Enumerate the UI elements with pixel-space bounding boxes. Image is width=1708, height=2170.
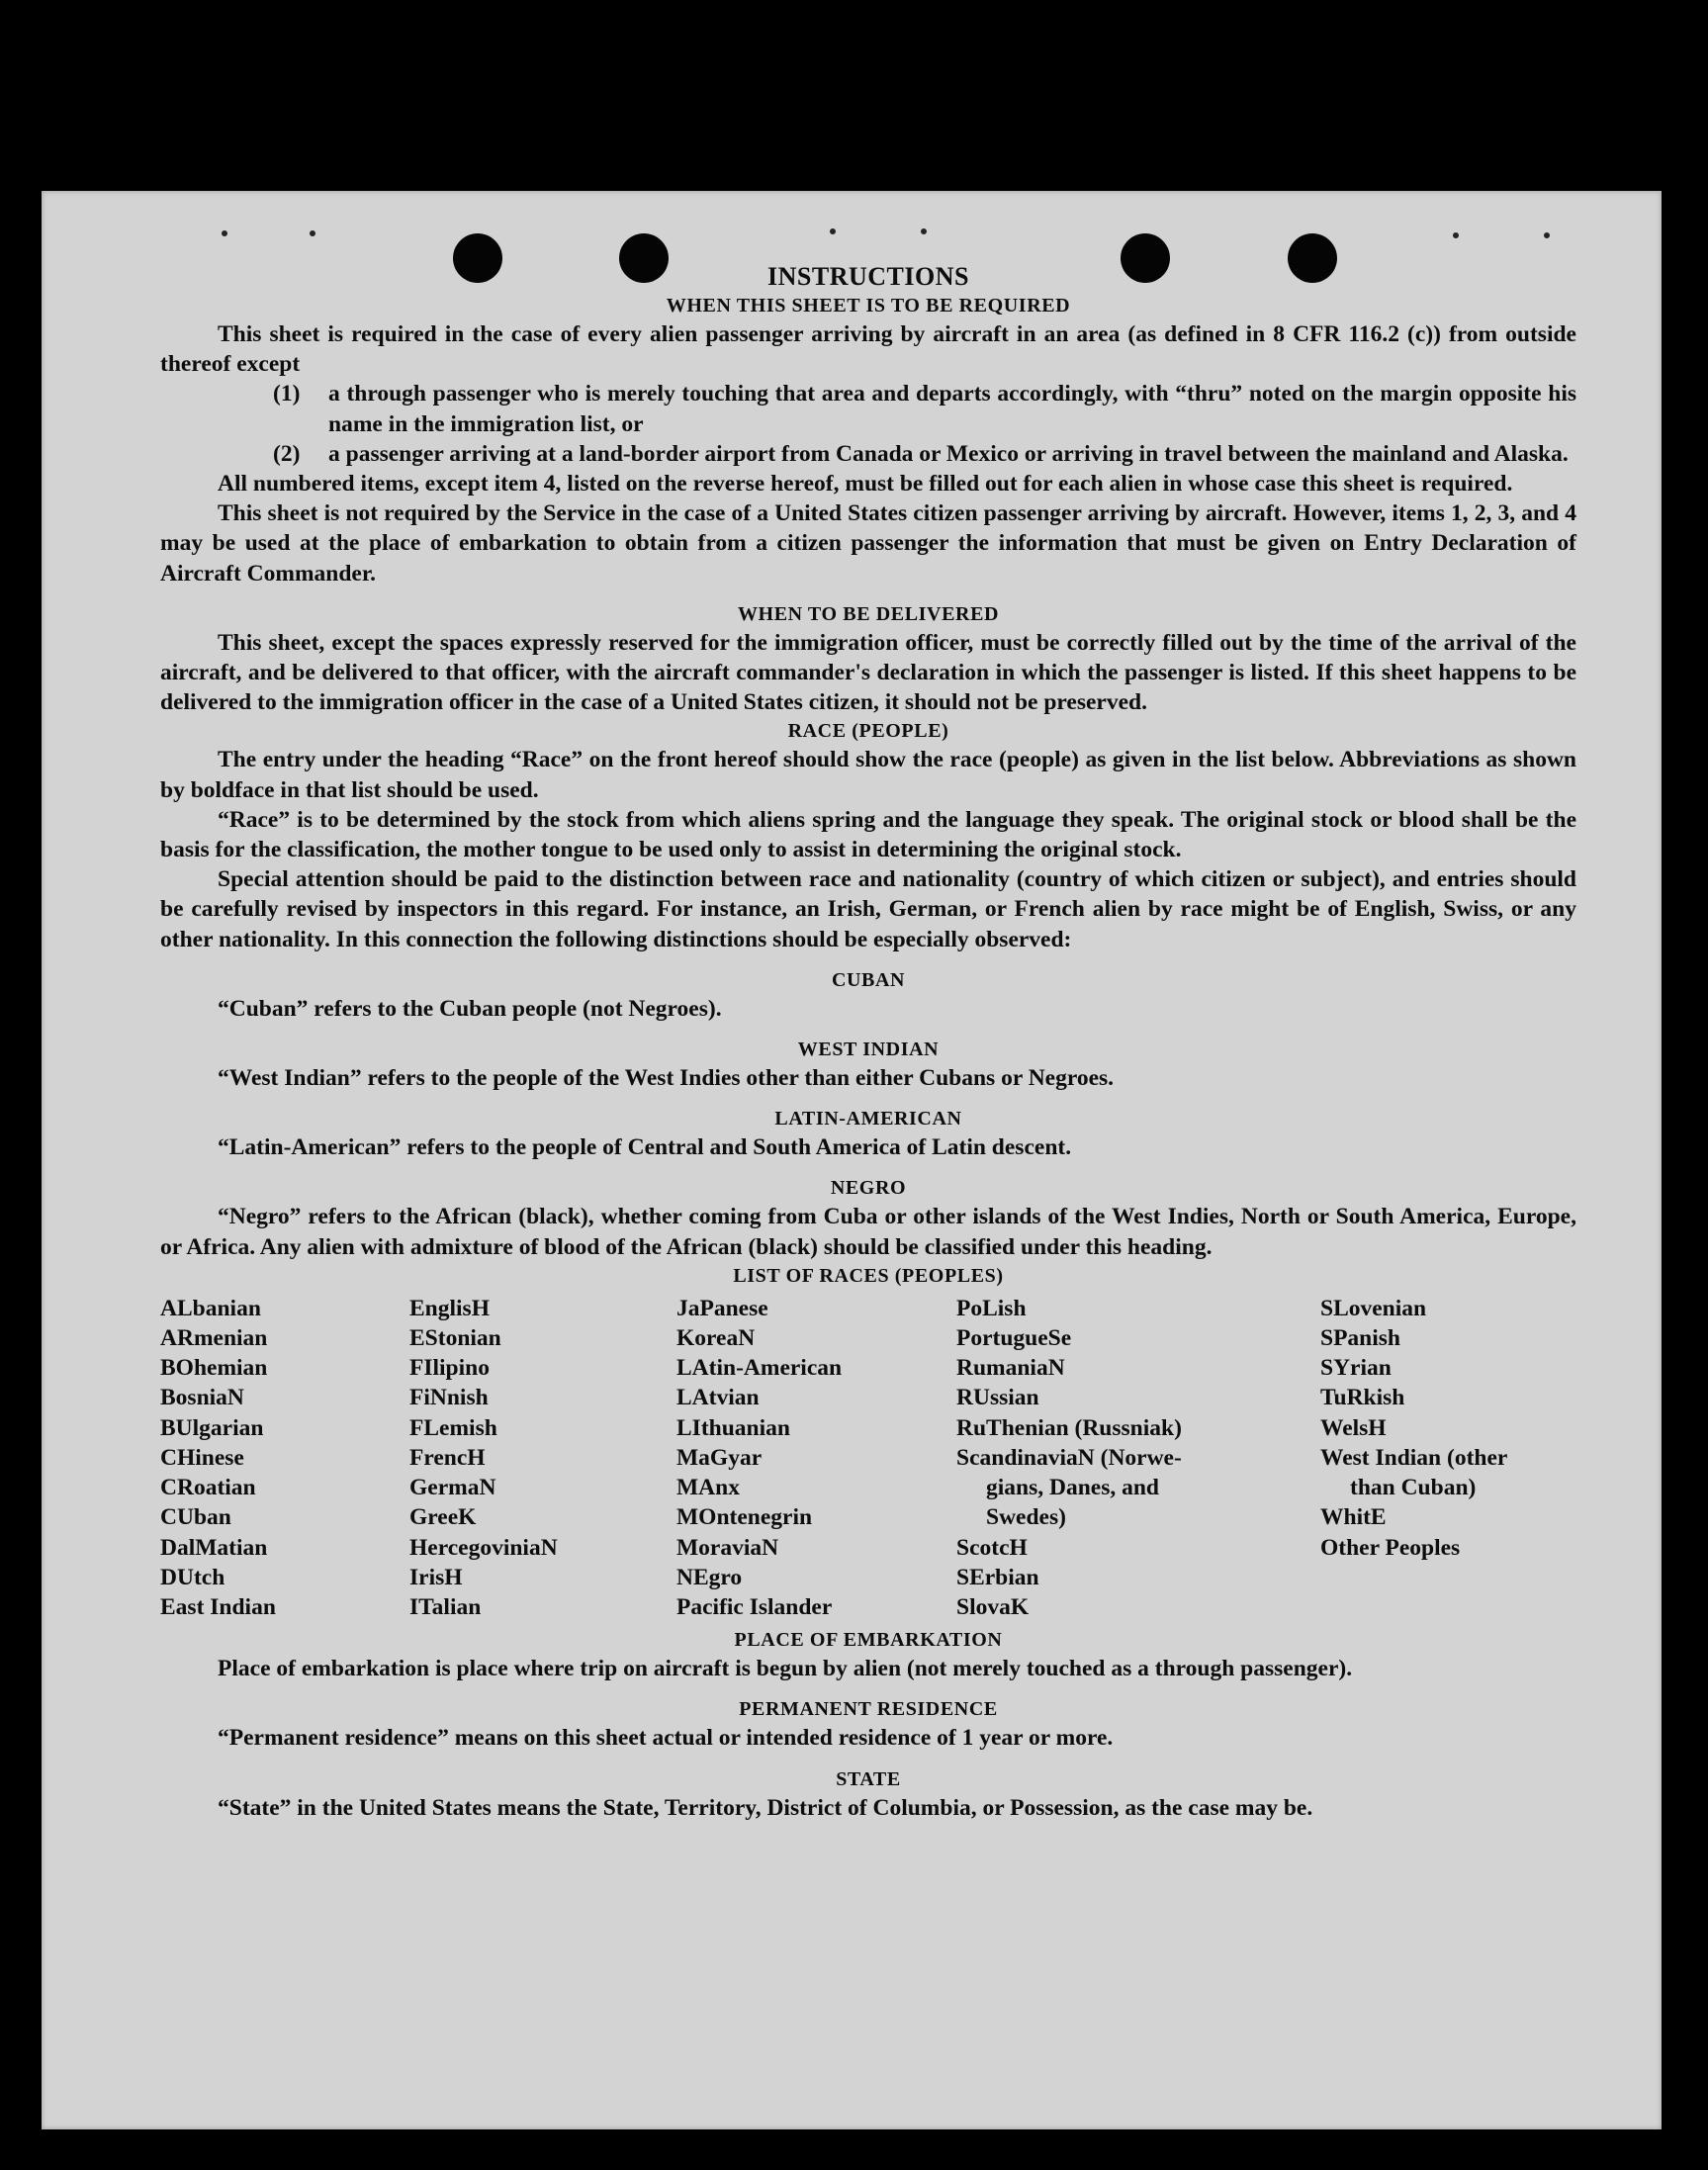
race-entry: ScandinaviaN (Norwe- [956, 1444, 1182, 1471]
race-entry: FiNnish [409, 1385, 489, 1411]
race-entry-continuation: than Cuban) [1350, 1475, 1477, 1501]
race-entry: MOntenegrin [676, 1504, 813, 1531]
item-number: (2) [273, 440, 301, 467]
speck [222, 230, 227, 236]
race-entry: BosniaN [160, 1385, 244, 1411]
race-entry: LAtin-American [676, 1355, 843, 1382]
speck [1544, 232, 1550, 238]
paragraph: “Race” is to be determined by the stock from which aliens spring and the language they speak. The original stock or blood shall be the basis for the classification, the mother tongue to be used only to assist in determining the original stock. [160, 806, 1576, 863]
race-entry: DalMatian [160, 1534, 268, 1561]
race-entry: West Indian (other [1320, 1444, 1508, 1471]
paragraph: The entry under the heading “Race” on the front hereof should show the race (people) as given in the list below. Abbreviations as shown by boldface in that list should be used. [160, 747, 1576, 803]
paragraph: “Permanent residence” means on this sheet actual or intended residence of 1 year or more. [218, 1725, 1114, 1752]
section-heading-when-required: WHEN THIS SHEET IS TO BE REQUIRED [666, 295, 1071, 316]
race-entry: WelsH [1320, 1414, 1387, 1441]
race-entry: ScotcH [956, 1534, 1028, 1561]
race-entry: SlovaK [956, 1593, 1030, 1620]
race-entry: NEgro [676, 1564, 743, 1590]
paragraph: This sheet, except the spaces expressly reserved for the immigration officer, must be correctly filled out by the time of the arrival of the aircraft, and be delivered to that officer, with the aircraft commander's declaration in which the passenger is listed. If this sheet happens to be delivered to the immigration officer in the case of a United States citizen, it should not be preserved. [160, 629, 1576, 716]
exception-item-2 [273, 439, 1576, 469]
race-entry: GermaN [409, 1475, 496, 1501]
race-column-2 [409, 1294, 676, 1622]
paragraph: All numbered items, except item 4, listed on the reverse hereof, must be filled out for each alien in whose case this sheet is required. [218, 471, 1513, 497]
race-entry: BOhemian [160, 1355, 268, 1382]
race-entry: CHinese [160, 1444, 244, 1471]
race-entry: ALbanian [160, 1295, 261, 1321]
race-column-1 [160, 1294, 409, 1622]
speck [830, 228, 836, 234]
speck [310, 230, 315, 236]
section-heading-negro: NEGRO [830, 1177, 907, 1200]
item-text: a passenger arriving at a land-border airport from Canada or Mexico or arriving in travel between the mainland and Alaska. [328, 440, 1569, 467]
race-entry: EnglisH [409, 1295, 490, 1321]
race-column-4 [956, 1294, 1320, 1622]
race-entry: SLovenian [1320, 1295, 1427, 1321]
race-entry: FrencH [409, 1444, 486, 1471]
race-entry: PortugueSe [956, 1325, 1072, 1352]
race-entry-continuation: Swedes) [986, 1504, 1066, 1531]
paragraph: Place of embarkation is place where trip on aircraft is begun by alien (not merely touched as a through passenger). [218, 1656, 1353, 1682]
race-entry: East Indian [160, 1593, 276, 1620]
race-entry: DUtch [160, 1564, 225, 1590]
race-entry: JaPanese [676, 1295, 768, 1321]
race-entry: FIlipino [409, 1355, 490, 1382]
paragraph: Special attention should be paid to the distinction between race and nationality (country of which citizen or subject), and entries should be carefully revised by inspectors in this regard. For instance, an Irish, German, or French alien by race might be of English, Swiss, or any other nationality. In this connection the following distinctions should be especially observed: [160, 866, 1576, 952]
section-heading-state: STATE [836, 1767, 901, 1790]
paragraph: “Latin-American” refers to the people of Central and South America of Latin descent. [218, 1134, 1072, 1161]
race-entry: SYrian [1320, 1355, 1392, 1382]
race-column-3 [676, 1294, 956, 1622]
item-text: a through passenger who is merely touching that area and departs accordingly, with “thru” noted on the margin opposite his name in the immigration list, or [328, 381, 1576, 437]
race-entry: MAnx [676, 1475, 740, 1501]
race-entry: IrisH [409, 1564, 463, 1590]
race-entry: Other Peoples [1320, 1534, 1461, 1561]
section-heading-permanent-residence: PERMANENT RESIDENCE [739, 1698, 998, 1721]
race-entry: BUlgarian [160, 1414, 264, 1441]
race-entry: PoLish [956, 1295, 1027, 1321]
race-entry: TuRkish [1320, 1385, 1405, 1411]
race-entry: KoreaN [676, 1325, 756, 1352]
race-entry: RUssian [956, 1385, 1039, 1411]
race-entry: GreeK [409, 1504, 477, 1531]
race-entry: SErbian [956, 1564, 1039, 1590]
paragraph: “State” in the United States means the State, Territory, District of Columbia, or Possession, as the case may be. [218, 1794, 1313, 1821]
race-column-5 [1320, 1294, 1576, 1622]
section-heading-race: RACE (PEOPLE) [787, 720, 949, 743]
race-entry: LAtvian [676, 1385, 760, 1411]
race-entry: MoraviaN [676, 1534, 779, 1561]
section-heading-cuban: CUBAN [831, 968, 906, 991]
paragraph: “Cuban” refers to the Cuban people (not Negroes). [218, 995, 722, 1022]
speck [1453, 232, 1459, 238]
race-entry: HercegoviniaN [409, 1534, 558, 1561]
speck [921, 228, 927, 234]
race-entry: SPanish [1320, 1325, 1400, 1352]
page-title: INSTRUCTIONS [767, 262, 969, 291]
race-entry: CUban [160, 1504, 231, 1531]
race-entry: RumaniaN [956, 1355, 1065, 1382]
section-heading-list-of-races: LIST OF RACES (PEOPLES) [733, 1264, 1004, 1287]
section-heading-latin-american: LATIN-AMERICAN [774, 1108, 962, 1130]
race-entry: MaGyar [676, 1444, 763, 1471]
paragraph: This sheet is required in the case of every alien passenger arriving by aircraft in an area (as defined in 8 CFR 116.2 (c)) from outside thereof except [160, 321, 1576, 378]
race-entry-continuation: gians, Danes, and [986, 1475, 1159, 1501]
section-heading-place-of-embarkation: PLACE OF EMBARKATION [734, 1629, 1003, 1652]
paragraph: This sheet is not required by the Service in the case of a United States citizen passenger arriving by aircraft. However, items 1, 2, 3, and 4 may be used at the place of embarkation to obtain from a citizen passenger the information that must be given on Entry Declaration of Aircraft Commander. [160, 500, 1576, 587]
exception-item-1 [273, 379, 1576, 438]
race-entry: LIthuanian [676, 1414, 790, 1441]
paragraph: “West Indian” refers to the people of the West Indies other than either Cubans or Negroes. [218, 1065, 1115, 1092]
race-entry: ITalian [409, 1593, 482, 1620]
instructions-body [160, 262, 1576, 1823]
item-number: (1) [273, 381, 301, 407]
race-entry: FLemish [409, 1414, 497, 1441]
section-heading-when-delivered: WHEN TO BE DELIVERED [737, 602, 1000, 625]
race-entry: CRoatian [160, 1475, 256, 1501]
race-entry: RuThenian (Russniak) [956, 1414, 1182, 1441]
race-list [160, 1294, 1576, 1622]
race-entry: WhitE [1320, 1504, 1387, 1531]
paragraph: “Negro” refers to the African (black), whether coming from Cuba or other islands of the West Indies, North or South America, Europe, or Africa. Any alien with admixture of blood of the African (black) should be classified under this heading. [160, 1204, 1576, 1260]
race-entry: ARmenian [160, 1325, 268, 1352]
section-heading-west-indian: WEST INDIAN [797, 1039, 940, 1061]
race-entry: EStonian [409, 1325, 501, 1352]
race-entry: Pacific Islander [676, 1593, 833, 1620]
